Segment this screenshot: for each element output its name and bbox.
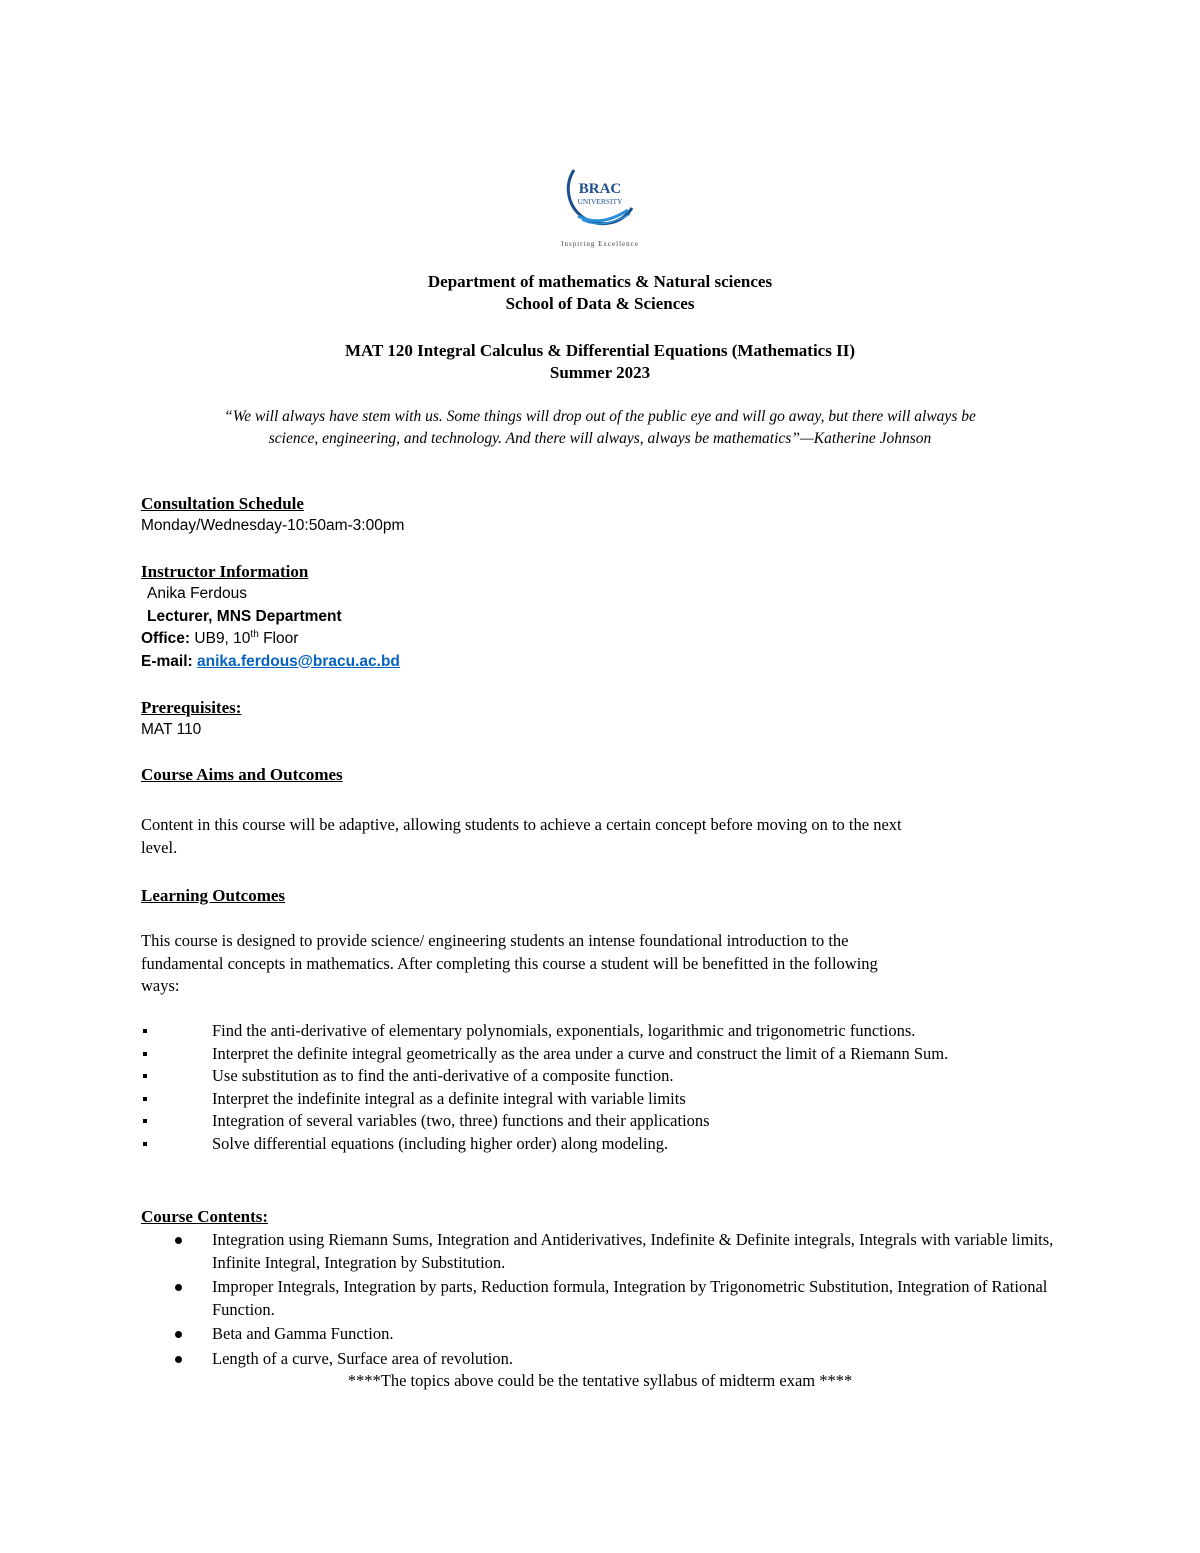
- instructor-title: Lecturer, MNS Department: [147, 607, 342, 625]
- school-title: School of Data & Sciences: [505, 294, 695, 313]
- learning-heading: Learning Outcomes: [141, 886, 286, 905]
- aims-line-1: Content in this course will be adaptive, allowing students to achieve a certain concept before moving on to the next: [141, 815, 902, 834]
- square-bullet-icon: [143, 1029, 147, 1033]
- aims-body: [141, 814, 1061, 859]
- course-header: [140, 340, 1060, 384]
- department-title: Department of mathematics & Natural sciences: [427, 272, 773, 291]
- logo-text-university: UNIVERSITY: [577, 197, 623, 206]
- learning-intro-line-2: fundamental concepts in mathematics. After completing this course a student will be benefitted in the following: [141, 953, 878, 973]
- contents-section: [141, 1206, 1061, 1228]
- list-item: Integration using Riemann Sums, Integration and Antiderivatives, Indefinite & Definite integrals, Integrals with variable limits, Infinite Integral, Integration by Substitution.: [141, 1229, 1061, 1274]
- square-bullet-icon: [143, 1097, 147, 1101]
- page-header: [140, 271, 1060, 315]
- midterm-note-text: ****The topics above could be the tentative syllabus of midterm exam ****: [347, 1371, 853, 1390]
- aims-heading: Course Aims and Outcomes: [141, 765, 343, 784]
- learning-section: [141, 885, 1061, 907]
- list-item: Interpret the indefinite integral as a definite integral with variable limits: [141, 1088, 1061, 1111]
- logo-tagline: Inspiring Excellence: [561, 240, 639, 248]
- round-bullet-icon: [175, 1284, 182, 1291]
- instructor-office: [141, 628, 1061, 651]
- prerequisites-section: [141, 697, 1061, 742]
- round-bullet-icon: [175, 1237, 182, 1244]
- round-bullet-icon: [175, 1331, 182, 1338]
- prerequisites-value: MAT 110: [141, 721, 202, 738]
- office-label: Office:: [141, 630, 191, 647]
- list-item: Beta and Gamma Function.: [141, 1323, 1061, 1346]
- office-value: UB9, 10: [194, 630, 251, 647]
- instructor-section: [141, 561, 1061, 673]
- list-item: Interpret the definite integral geometrically as the area under a curve and construct the limit of a Riemann Sum.: [141, 1043, 1061, 1066]
- brac-university-logo: [540, 160, 660, 252]
- round-bullet-icon: [175, 1356, 182, 1363]
- consultation-heading: Consultation Schedule: [141, 494, 304, 513]
- learning-intro-line-1: This course is designed to provide science/ engineering students an intense foundational introduction to the: [141, 931, 849, 950]
- instructor-email-row: [141, 651, 1061, 674]
- course-contents-list: [141, 1229, 1061, 1370]
- prerequisites-heading: Prerequisites:: [141, 698, 242, 717]
- instructor-name: Anika Ferdous: [147, 585, 247, 602]
- email-link[interactable]: anika.ferdous@bracu.ac.bd: [197, 652, 400, 670]
- contents-heading: Course Contents:: [141, 1207, 269, 1226]
- quote-block: [100, 406, 1100, 450]
- midterm-note: [140, 1370, 1060, 1393]
- consultation-schedule: Monday/Wednesday-10:50am-3:00pm: [141, 517, 405, 534]
- logo-text-brac: BRAC: [578, 181, 622, 197]
- square-bullet-icon: [143, 1142, 147, 1146]
- square-bullet-icon: [143, 1074, 147, 1078]
- list-item: Find the anti-derivative of elementary polynomials, exponentials, logarithmic and trigonometric functions.: [141, 1020, 1061, 1043]
- square-bullet-icon: [143, 1052, 147, 1056]
- office-sup: th: [250, 628, 259, 640]
- list-item: Solve differential equations (including higher order) along modeling.: [141, 1133, 1061, 1156]
- quote-line-2: science, engineering, and technology. And there will always, always be mathematics”—Katherine Johnson: [268, 430, 932, 447]
- instructor-heading: Instructor Information: [141, 562, 309, 581]
- term-title: Summer 2023: [549, 363, 651, 382]
- learning-outcomes-list: [141, 1020, 1061, 1155]
- list-item: Length of a curve, Surface area of revolution.: [141, 1348, 1061, 1371]
- course-title: MAT 120 Integral Calculus & Differential Equations (Mathematics II): [345, 341, 855, 360]
- list-item: Use substitution as to find the anti-derivative of a composite function.: [141, 1065, 1061, 1088]
- list-item: Improper Integrals, Integration by parts, Reduction formula, Integration by Trigonometric Substitution, Integration of Rational Function.: [141, 1276, 1061, 1321]
- list-item: Integration of several variables (two, three) functions and their applications: [141, 1110, 1061, 1133]
- email-label: E-mail:: [141, 652, 193, 670]
- consultation-section: [141, 493, 1061, 538]
- learning-intro-line-3: ways:: [141, 976, 180, 995]
- learning-intro: [141, 930, 1061, 998]
- logo-emblem: [540, 160, 660, 252]
- aims-section: [141, 764, 1061, 786]
- square-bullet-icon: [143, 1119, 147, 1123]
- aims-line-2: level.: [141, 837, 178, 857]
- office-suffix: Floor: [263, 630, 299, 647]
- quote-line-1: “We will always have stem with us. Some things will drop out of the public eye and will go away, but there will always be: [224, 408, 976, 425]
